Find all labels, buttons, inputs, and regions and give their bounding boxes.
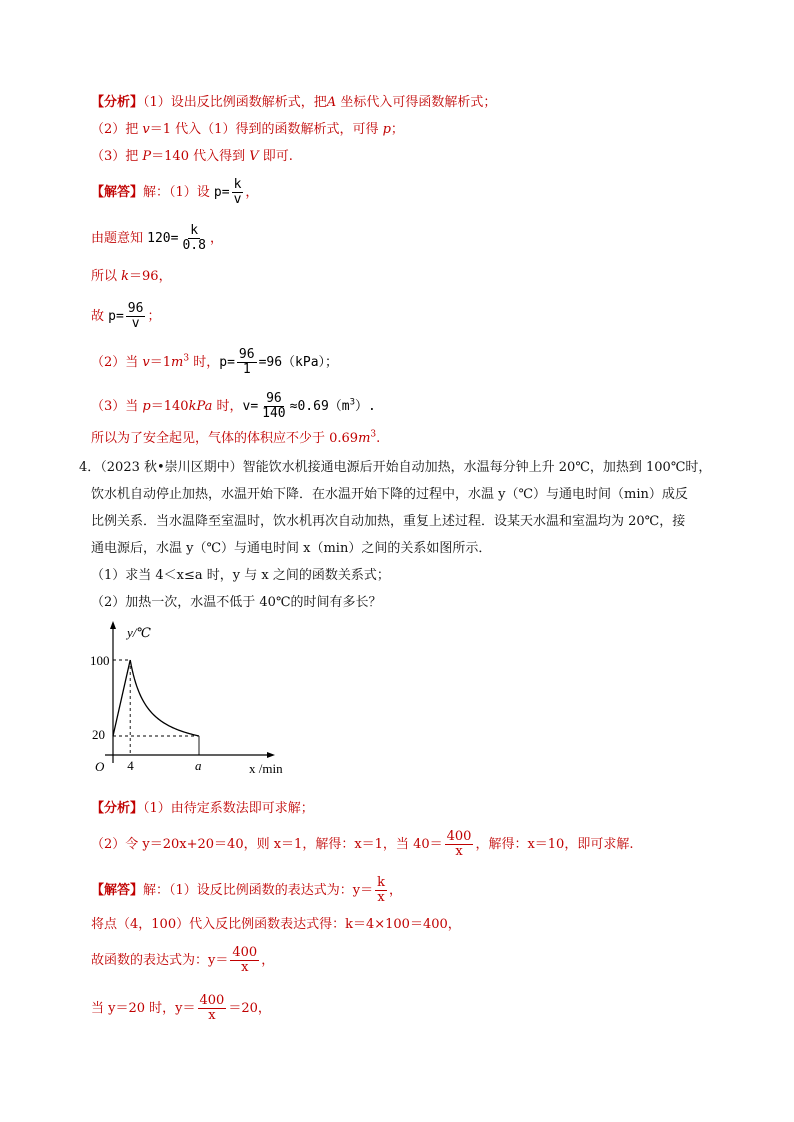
solution-line-4: 故 p= $\frac{96}{v}$ ； [91, 301, 161, 331]
water-temperature-chart [85, 615, 315, 780]
fraction: $\frac{96}{140}$ [262, 391, 286, 421]
analysis-line-1: 【分析】（1）设出反比例函数解析式，把A 坐标代入可得函数解析式； [91, 95, 497, 110]
problem4-line-3: 比例关系．当水温降至室温时，饮水机再次自动加热，重复上述过程．设某天水温和室温均为 20℃，接 [91, 514, 686, 529]
origin-label: O [95, 759, 105, 774]
solution-line-6: （3）当 p＝140kPa 时，v= $\frac{96}{140}$ $\approx 0.69(m^3)$. [91, 391, 376, 421]
question-1: （1）求当 4＜x≤a 时，y 与 x 之间的函数关系式； [91, 568, 390, 583]
solution-tag: 【解答】 [91, 185, 144, 200]
analysis-tag: 【分析】 [91, 95, 144, 110]
solution-line-5: （2）当 $v=1m^3$ 时，p= $\frac{96}{1}$ =96（kPa）； [91, 347, 339, 377]
solution2-line-1: 【解答】解：（1）设反比例函数的表达式为：y＝ $\frac{k}{x}$ ， [91, 875, 403, 905]
fraction: $\frac{96}{1}$ [238, 347, 255, 377]
analysis-line-2: （2）把 v＝1 代入（1）得到的函数解析式，可得 p； [91, 122, 404, 137]
x-axis-arrow [267, 752, 275, 758]
solution2-line-4: 当 y＝20 时，y＝ $\frac{400}{x}$ ＝20， [91, 993, 271, 1023]
heating-line [113, 660, 130, 736]
y-axis-arrow [110, 621, 116, 629]
y-tick-label-100: 100 [90, 653, 110, 668]
x-tick-label-a: a [195, 758, 202, 773]
x-axis-label: x /min [249, 761, 283, 776]
problem4-line-1: 4．（2023 秋•崇川区期中）智能饮水机接通电源后开始自动加热，水温每分钟上升 20℃，加热到 100℃时， [79, 460, 712, 475]
solution2-line-3: 故函数的表达式为：y＝ $\frac{400}{x}$ ， [91, 945, 275, 975]
problem4-line-4: 通电源后，水温 y（℃）与通电时间 x（min）之间的关系如图所示． [91, 541, 492, 556]
analysis-line-3: （3）把 P＝140 代入得到 V 即可. [91, 149, 293, 164]
solution-line-7: 所以为了安全起见，气体的体积应不少于 $0.69m^3$. [91, 429, 381, 446]
fraction: $\frac{k}{v}$ [233, 177, 242, 207]
fraction: $\frac{400}{x}$ [446, 829, 472, 859]
fraction: $\frac{96}{v}$ [127, 301, 144, 331]
question-2: （2）加热一次，水温不低于 40℃的时间有多长？ [91, 595, 382, 610]
y-axis-label: y/℃ [127, 625, 151, 640]
fraction: $\frac{k}{0.8}$ [182, 223, 206, 253]
solution-tag: 【解答】 [91, 883, 144, 898]
y-tick-label-20: 20 [92, 727, 105, 742]
cooling-curve [130, 660, 199, 736]
solution2-line-2: 将点（4，100）代入反比例函数表达式得：k＝4×100＝400， [91, 917, 461, 932]
solution-line-3: 所以 k＝96， [91, 269, 172, 284]
analysis2-line-2: （2）令 y＝20x+20＝40，则 x＝1，解得：x＝1，当 40＝ $\frac{400}{x}$ ，解得：x＝10，即可求解. [91, 829, 634, 859]
x-tick-label-4: 4 [127, 758, 134, 773]
analysis2-line-1: 【分析】（1）由待定系数法即可求解； [91, 801, 314, 816]
fraction: $\frac{400}{x}$ [232, 945, 258, 975]
analysis-tag: 【分析】 [91, 801, 144, 816]
solution-line-1: 【解答】解：（1）设 p= $\frac{k}{v}$ ， [91, 177, 259, 207]
solution-line-2: 由题意知 120= $\frac{k}{0.8}$ ， [91, 223, 223, 253]
problem4-line-2: 饮水机自动停止加热，水温开始下降．在水温开始下降的过程中，水温 y（℃）与通电时间（min）成反 [91, 487, 688, 502]
fraction: $\frac{400}{x}$ [199, 993, 225, 1023]
fraction: $\frac{k}{x}$ [377, 875, 386, 905]
